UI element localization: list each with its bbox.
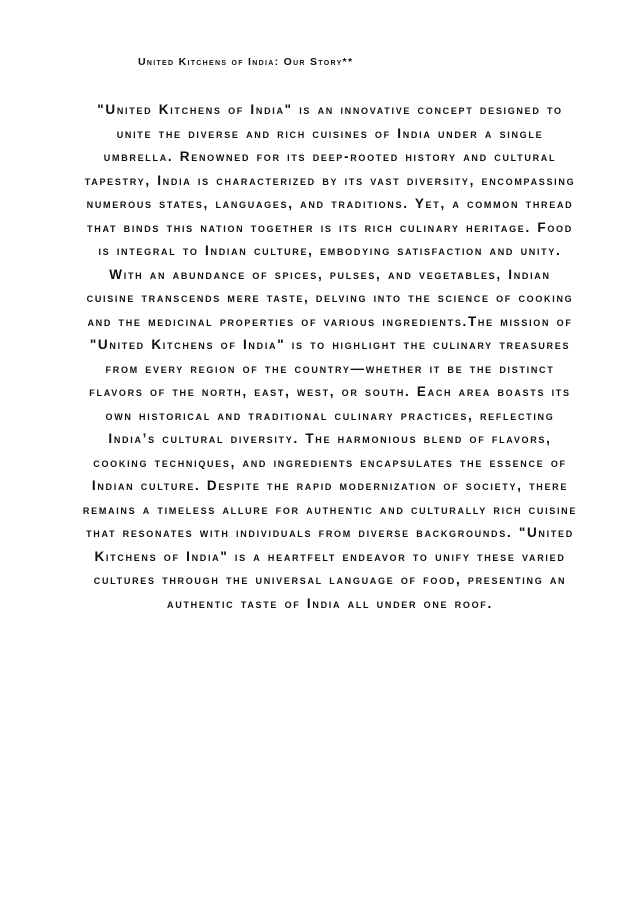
document-body-paragraph: "United Kitchens of India" is an innovative concept designed to unite the diverse and rich cuisines of India under a single umbrella. Renowned for its deep-rooted history and cultural tapestry, India is characterized by its vast diversity, encompassing numerous states, languages, and traditions. Yet, a common thread that binds this nation together is its rich culinary heritage. Food is integral to Indian culture, embodying satisfaction and unity. With an abundance of spices, pulses, and vegetables, Indian cuisine transcends mere taste, delving into the science of cooking and the medicinal properties of various ingredients.The mission of "United Kitchens of India" is to highlight the culinary treasures from every region of the country—whether it be the distinct flavors of the north, east, west, or south. Each area boasts its own historical and traditional culinary practices, reflecting India’s cultural diversity. The harmonious blend of flavors, cooking techniques, and ingredients encapsulates the essence of Indian culture. Despite the rapid modernization of society, there remains a timeless allure for authentic and culturally rich cuisine that resonates with individuals from diverse backgrounds. "United Kitchens of India" is a heartfelt endeavor to unify these varied cultures through the universal language of food, presenting an authentic taste of India all under one roof. [82, 102, 578, 611]
document-title: United Kitchens of India: Our Story** [138, 56, 354, 68]
